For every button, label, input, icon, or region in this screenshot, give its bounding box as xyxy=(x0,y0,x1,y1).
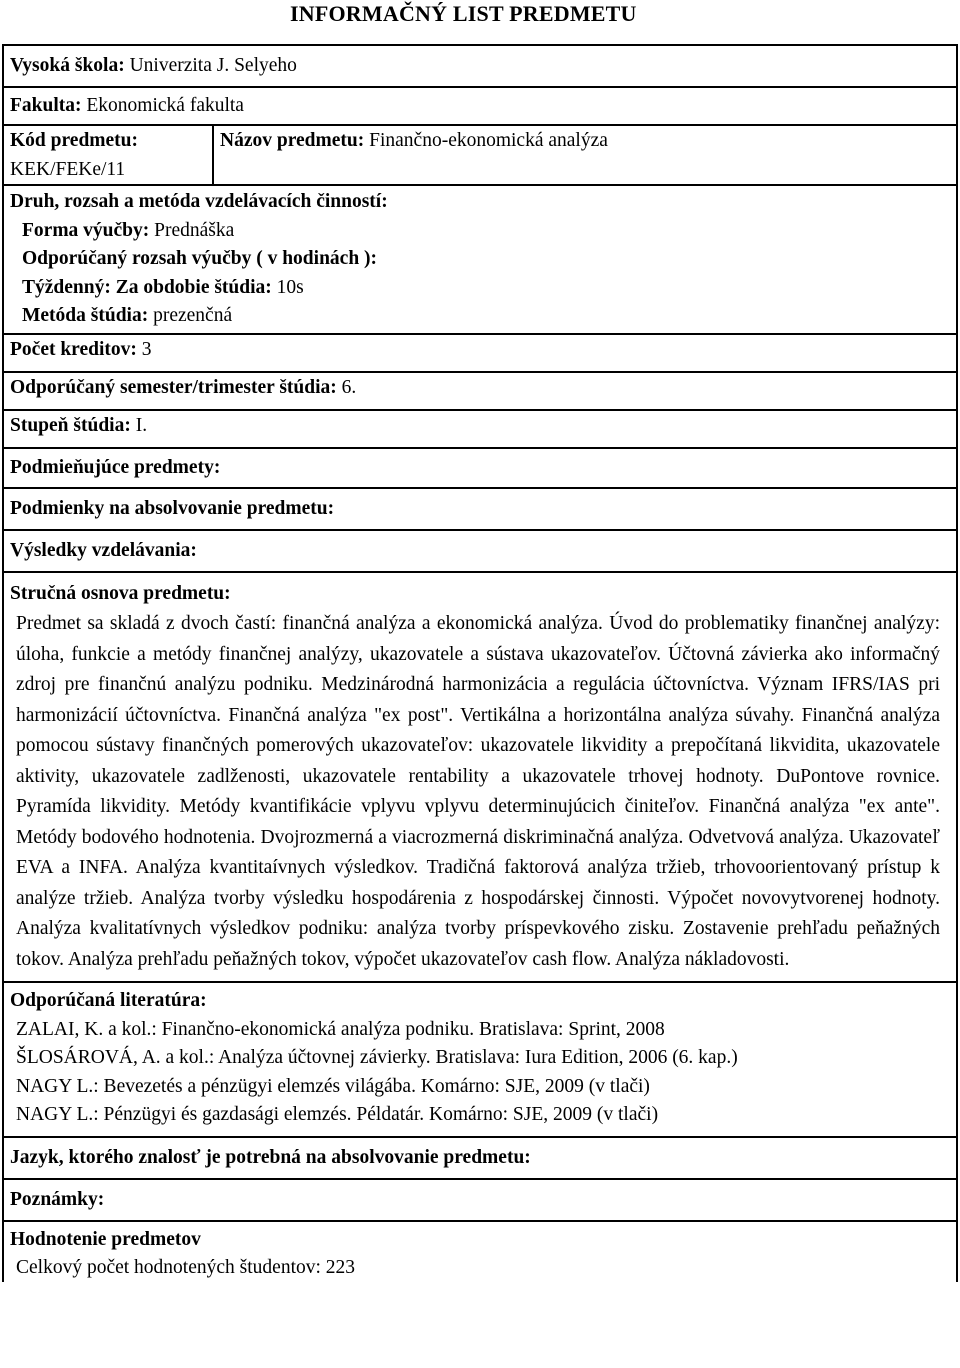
credits-label: Počet kreditov: xyxy=(10,339,137,360)
activities-heading: Druh, rozsah a metóda vzdelávacích činností: xyxy=(10,191,388,212)
period-value: 10s xyxy=(271,276,304,298)
prerequisites-row xyxy=(3,448,957,488)
school-label: Vysoká škola: xyxy=(10,55,125,76)
outline-row xyxy=(3,572,957,982)
degree-row xyxy=(3,410,957,448)
method-value: prezenčná xyxy=(148,305,233,326)
faculty-label: Fakulta: xyxy=(10,95,82,116)
evaluation-row xyxy=(3,1221,957,1282)
course-info-table xyxy=(2,44,958,1282)
period-label: Za obdobie štúdia: xyxy=(115,276,272,298)
degree-label: Stupeň štúdia: xyxy=(10,415,131,436)
literature-label: Odporúčaná literatúra: xyxy=(10,990,207,1011)
semester-row xyxy=(3,372,957,410)
course-code-value: KEK/FEKe/11 xyxy=(10,159,126,180)
course-name-label: Názov predmetu: xyxy=(220,130,365,151)
semester-value: 6. xyxy=(336,377,357,398)
evaluation-label: Hodnotenie predmetov xyxy=(10,1228,201,1250)
document-title: INFORMAČNÝ LIST PREDMETU xyxy=(290,1,637,26)
prerequisites-label: Podmieňujúce predmety: xyxy=(10,457,221,478)
form-value: Prednáška xyxy=(149,219,235,241)
weekly-label: Týždenný: xyxy=(22,276,111,298)
credits-value: 3 xyxy=(136,339,152,360)
conditions-row xyxy=(3,488,957,530)
school-row xyxy=(3,45,957,87)
language-label: Jazyk, ktorého znalosť je potrebná na absolvovanie predmetu: xyxy=(10,1146,531,1168)
language-row xyxy=(3,1137,957,1179)
literature-item: ŠLOSÁROVÁ, A. a kol.: Analýza účtovnej závierky. Bratislava: Iura Edition, 2006 (6. kap.) xyxy=(16,1047,738,1068)
course-row xyxy=(3,125,957,185)
form-label: Forma výučby: xyxy=(22,219,150,241)
literature-item: NAGY L.: Pénzügyi és gazdasági elemzés. Példatár. Komárno: SJE, 2009 (v tlači) xyxy=(16,1104,659,1125)
semester-label: Odporúčaný semester/trimester štúdia: xyxy=(10,377,337,398)
degree-value: I. xyxy=(130,415,148,436)
activities-row xyxy=(3,185,957,334)
faculty-value: Ekonomická fakulta xyxy=(81,95,244,116)
course-name-value: Finančno-ekonomická analýza xyxy=(364,130,608,151)
literature-item: ZALAI, K. a kol.: Finančno-ekonomická analýza podniku. Bratislava: Sprint, 2008 xyxy=(16,1018,665,1040)
school-value: Univerzita J. Selyeho xyxy=(124,55,297,76)
notes-label: Poznámky: xyxy=(10,1188,105,1210)
course-code-label: Kód predmetu: xyxy=(10,130,139,151)
literature-row xyxy=(3,982,957,1137)
conditions-label: Podmienky na absolvovanie predmetu: xyxy=(10,498,335,519)
credits-row xyxy=(3,334,957,372)
outcomes-label: Výsledky vzdelávania: xyxy=(10,540,197,561)
faculty-row xyxy=(3,87,957,125)
outcomes-row xyxy=(3,530,957,572)
range-label: Odporúčaný rozsah výučby ( v hodinách ): xyxy=(22,248,378,269)
evaluation-count: Celkový počet hodnotených študentov: 223 xyxy=(16,1256,356,1278)
literature-item: NAGY L.: Bevezetés a pénzügyi elemzés világába. Komárno: SJE, 2009 (v tlači) xyxy=(16,1075,650,1097)
notes-row xyxy=(3,1179,957,1221)
outline-text: Predmet sa skladá z dvoch častí: finančná analýza a ekonomická analýza. Úvod do problematiky finančnej analýzy: úloha, funkcie a metódy finančnej analýzy, ukazovatele a sústava ukazovateľov. Účtovná závierka ako informačný zdroj pre finančnú analýzu podniku. Medzinárodná harmonizácia a regulácia účtovníctva. Význam IFRS/IAS pri harmonizácií účtovníctva. Finančná analýza "ex post". Vertikálna a horizontálna analýza súvahy. Finančná analýza pomocou sústavy finančných pomerových ukazovateľov: ukazovatele likvidity a prepočítaná likvidita, ukazovatele aktivity, ukazovatele zadlženosti, ukazovatele rentability a ukazovatele trhovej hodnoty. DuPontove rovnice. Pyramída likvidity. Metódy kvantifikácie vplyvu vplyvu determinujúcich činiteľov. Finančná analýza "ex ante". Metódy bodového hodnotenia. Dvojrozmerná a viacrozmerná diskriminačná analýza. Odvetvová analýza. Ukazovateľ EVA a INFA. Analýza kvantitaívnych výsledkov. Tradičná faktorová analýza tržieb, trhovoorientovaný prístup k analýze tržieb. Analýza tvorby výsledku hospodárenia z hospodárskej činnosti. Výpočet novovytvorenej hodnoty. Analýza kvalitatívnych výsledkov podniku: analýza tvorby príspevkového zisku. Zostavenie prehľadu peňažných tokov. Analýza prehľadu peňažných tokov, výpočet ukazovateľov cash flow. Analýza nákladovosti. xyxy=(16,613,940,970)
method-label: Metóda štúdia: xyxy=(22,305,149,326)
outline-label: Stručná osnova predmetu: xyxy=(10,583,231,604)
